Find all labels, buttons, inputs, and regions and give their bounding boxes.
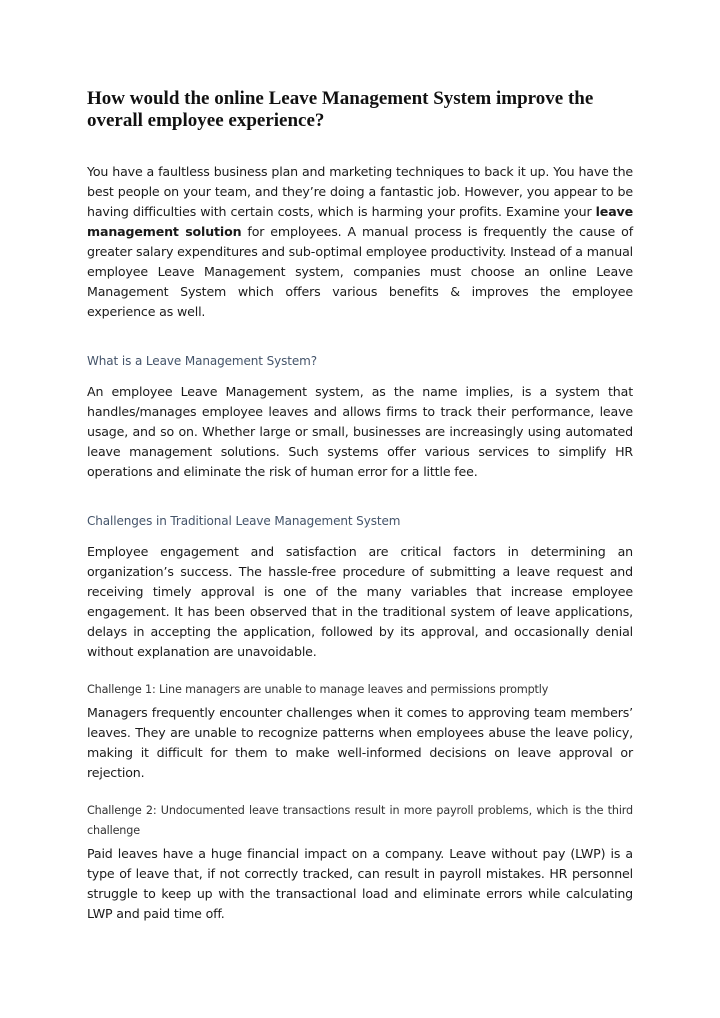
section-heading-what-is: What is a Leave Management System? xyxy=(87,354,318,368)
challenge-1-body: Managers frequently encounter challenges when it comes to approving team members’ leaves. They are unable to recognize patterns when employees abuse the leave policy, making it difficult for them to make well-informed decisions on leave approval or rejection. xyxy=(87,705,633,780)
section-body-challenges: Employee engagement and satisfaction are critical factors in determining an organization’s success. The hassle-free procedure of submitting a leave request and receiving timely approval is one of the many variables that increase employee engagement. It has been observed that in the traditional system of leave applications, delays in accepting the application, followed by its approval, and occasionally denial without explanation are unavoidable. xyxy=(87,544,633,659)
challenge-2-body: Paid leaves have a huge financial impact on a company. Leave without pay (LWP) is a type of leave that, if not correctly tracked, can result in payroll mistakes. HR personnel struggle to keep up with the transactional load and eliminate errors while calculating LWP and paid time off. xyxy=(87,846,633,921)
intro-text-end: for employees. A manual process is frequently the cause of greater salary expenditures and sub-optimal employee productivity. Instead of a manual employee Leave Management system, companies must choose an online Leave Management System which offers various benefits & improves the employee experience as well. xyxy=(87,224,633,319)
intro-text-start: You have a faultless business plan and marketing techniques to back it up. You have the best people on your team, and they’re doing a fantastic job. However, you appear to be having difficulties with certain costs, which is harming your profits. Examine your xyxy=(87,164,633,219)
challenge-2-heading: Challenge 2: Undocumented leave transactions result in more payroll problems, which is the third challenge xyxy=(87,804,633,837)
intro-paragraph xyxy=(87,162,633,322)
page-title: How would the online Leave Management System improve the overall employee experience? xyxy=(87,88,594,131)
section-heading-challenges: Challenges in Traditional Leave Management System xyxy=(87,514,401,528)
challenge-1-heading: Challenge 1: Line managers are unable to manage leaves and permissions promptly xyxy=(87,683,549,696)
intro-bold-phrase: leave management solution xyxy=(87,204,633,239)
section-body-what-is: An employee Leave Management system, as the name implies, is a system that handles/manages employee leaves and allows firms to track their performance, leave usage, and so on. Whether large or small, businesses are increasingly using automated leave management solutions. Such systems offer various services to simplify HR operations and eliminate the risk of human error for a little fee. xyxy=(87,384,633,479)
